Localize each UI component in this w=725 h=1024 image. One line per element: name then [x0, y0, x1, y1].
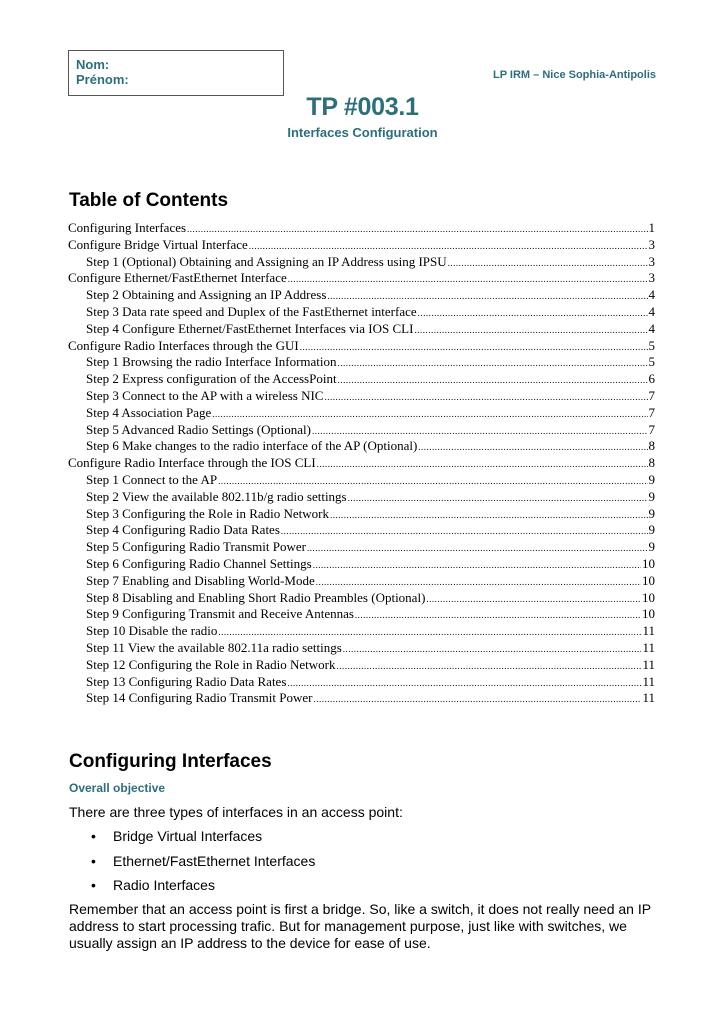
- toc-leader-dots: [418, 305, 648, 321]
- toc-entry-title: Step 1 Connect to the AP: [86, 471, 218, 487]
- toc-entry[interactable]: [68, 590, 655, 607]
- toc-entry-page: 8: [648, 455, 655, 471]
- toc-entry-title: Step 13 Configuring Radio Data Rates: [86, 673, 287, 689]
- toc-leader-dots: [330, 507, 647, 523]
- toc-entry-page: 9: [648, 488, 655, 504]
- toc-entry[interactable]: [68, 539, 655, 556]
- toc-entry[interactable]: [68, 405, 655, 422]
- toc-entry-title: Step 10 Disable the radio: [86, 623, 218, 639]
- toc-entry-page: 9: [648, 471, 655, 487]
- toc-entry[interactable]: [68, 254, 655, 271]
- toc-entry[interactable]: [68, 674, 655, 691]
- toc-entry-title: Step 12 Configuring the Role in Radio Network: [86, 656, 336, 672]
- toc-entry-title: Step 2 Express configuration of the AccessPoint: [86, 371, 337, 387]
- intro-text: There are three types of interfaces in an access point:: [69, 804, 403, 820]
- toc-entry-page: 11: [642, 639, 655, 655]
- toc-leader-dots: [338, 355, 648, 371]
- toc-entry-title: Step 14 Configuring Radio Transmit Power: [86, 690, 313, 706]
- toc-entry[interactable]: [68, 606, 655, 623]
- toc-leader-dots: [288, 271, 648, 287]
- toc-entry[interactable]: [68, 657, 655, 674]
- toc-leader-dots: [355, 607, 641, 623]
- toc-entry[interactable]: [68, 388, 655, 405]
- toc-leader-dots: [212, 406, 647, 422]
- toc-leader-dots: [414, 322, 647, 338]
- toc-leader-dots: [313, 557, 641, 573]
- toc-entry[interactable]: [68, 237, 655, 254]
- toc-entry-page: 11: [642, 673, 655, 689]
- toc-entry-page: 4: [648, 287, 655, 303]
- bullet-icon: •: [91, 877, 96, 894]
- toc-entry-page: 5: [648, 337, 655, 353]
- toc-entry-page: 7: [648, 404, 655, 420]
- toc-leader-dots: [287, 675, 641, 691]
- toc-entry-page: 3: [648, 253, 655, 269]
- toc-heading: Table of Contents: [69, 190, 229, 211]
- list-item: [69, 851, 315, 876]
- toc-entry-title: Step 4 Configure Ethernet/FastEthernet Interfaces via IOS CLI: [86, 320, 414, 336]
- toc-leader-dots: [448, 255, 648, 271]
- document-subtitle: Interfaces Configuration: [287, 125, 438, 140]
- toc-entry[interactable]: [68, 338, 655, 355]
- toc-entry-page: 11: [642, 656, 655, 672]
- organization-label: LP IRM – Nice Sophia-Antipolis: [493, 69, 656, 81]
- toc-entry[interactable]: [68, 573, 655, 590]
- toc-leader-dots: [418, 439, 647, 455]
- toc-entry[interactable]: [68, 472, 655, 489]
- toc-entry[interactable]: [68, 371, 655, 388]
- toc-entry-page: 10: [642, 606, 655, 622]
- toc-entry-title: Step 5 Advanced Radio Settings (Optional): [86, 421, 311, 437]
- toc-leader-dots: [337, 658, 642, 674]
- toc-entry-title: Step 6 Configuring Radio Channel Settings: [86, 555, 312, 571]
- toc-entry-title: Step 5 Configuring Radio Transmit Power: [86, 539, 306, 555]
- toc-entry-page: 5: [648, 354, 655, 370]
- bullet-icon: •: [91, 852, 96, 869]
- toc-entry[interactable]: [68, 522, 655, 539]
- toc-leader-dots: [324, 389, 647, 405]
- prenom-label: Prénom:: [76, 72, 129, 87]
- toc-leader-dots: [338, 372, 648, 388]
- toc-entry[interactable]: [68, 354, 655, 371]
- toc-leader-dots: [187, 221, 647, 237]
- toc-leader-dots: [312, 423, 648, 439]
- toc-entry-title: Configuring Interfaces: [68, 220, 187, 235]
- toc-entry-title: Step 2 View the available 802.11b/g radio settings: [86, 488, 347, 504]
- toc-entry-page: 3: [648, 236, 655, 252]
- toc-entry-title: Step 3 Configuring the Role in Radio Network: [86, 505, 330, 521]
- toc-entry[interactable]: [68, 506, 655, 523]
- table-of-contents: [68, 220, 655, 707]
- toc-entry-page: 3: [648, 270, 655, 286]
- toc-leader-dots: [218, 624, 641, 640]
- toc-entry-title: Configure Radio Interfaces through the GUI: [68, 337, 299, 353]
- toc-entry[interactable]: [68, 287, 655, 304]
- toc-entry-title: Step 1 Browsing the radio Interface Information: [86, 354, 337, 370]
- toc-entry-title: Step 1 (Optional) Obtaining and Assigning an IP Address using IPSU: [86, 253, 447, 269]
- nom-label: Nom:: [76, 57, 110, 72]
- toc-entry-page: 7: [648, 421, 655, 437]
- toc-entry-title: Step 7 Enabling and Disabling World-Mode: [86, 572, 315, 588]
- toc-leader-dots: [249, 238, 648, 254]
- document-title: TP #003.1: [306, 93, 419, 121]
- toc-entry-title: Step 3 Connect to the AP with a wireless NIC: [86, 387, 324, 403]
- toc-leader-dots: [343, 641, 642, 657]
- toc-leader-dots: [348, 490, 648, 506]
- bullet-icon: •: [91, 828, 96, 844]
- toc-leader-dots: [300, 339, 648, 355]
- toc-entry-title: Step 3 Data rate speed and Duplex of the FastEthernet interface: [86, 303, 417, 319]
- toc-entry-title: Step 2 Obtaining and Assigning an IP Address: [86, 287, 327, 303]
- toc-entry-page: 9: [648, 539, 655, 555]
- toc-entry-page: 4: [648, 320, 655, 336]
- toc-entry[interactable]: [68, 556, 655, 573]
- toc-entry[interactable]: [68, 304, 655, 321]
- toc-leader-dots: [316, 574, 641, 590]
- toc-entry[interactable]: [68, 220, 655, 237]
- toc-entry-page: 9: [648, 522, 655, 538]
- toc-entry-title: Step 8 Disabling and Enabling Short Radio Preambles (Optional): [86, 589, 426, 605]
- toc-entry[interactable]: [68, 455, 655, 472]
- toc-entry-page: 4: [648, 303, 655, 319]
- list-item: [69, 875, 315, 900]
- toc-entry-title: Step 11 View the available 802.11a radio settings: [86, 639, 342, 655]
- toc-entry-title: Step 9 Configuring Transmit and Receive Antennas: [86, 606, 354, 622]
- toc-entry[interactable]: [68, 422, 655, 439]
- toc-entry-page: 11: [642, 623, 655, 639]
- toc-entry-title: Configure Radio Interface through the IOS CLI: [68, 455, 316, 471]
- toc-entry-page: 10: [642, 572, 655, 588]
- toc-leader-dots: [426, 591, 641, 607]
- toc-entry-page: 6: [648, 371, 655, 387]
- toc-entry[interactable]: [68, 270, 655, 287]
- toc-entry-page: 7: [648, 387, 655, 403]
- toc-leader-dots: [218, 473, 647, 489]
- interface-types-list: [69, 826, 315, 900]
- body-paragraph: Remember that an access point is first a bridge. So, like a switch, it does not really need an IP address to start processing trafic. But for management purpose, just like with switches, we usually assign an IP address to the device for ease of use.: [69, 901, 651, 951]
- toc-entry-page: 10: [642, 589, 655, 605]
- toc-entry-title: Configure Ethernet/FastEthernet Interface: [68, 270, 287, 286]
- toc-entry-title: Step 4 Configuring Radio Data Rates: [86, 522, 280, 538]
- list-item-text: Bridge Virtual Interfaces: [113, 828, 263, 844]
- toc-entry[interactable]: [68, 640, 655, 657]
- toc-entry-page: 1: [648, 220, 655, 235]
- toc-entry-title: Step 6 Make changes to the radio interface of the AP (Optional): [86, 438, 418, 454]
- toc-entry[interactable]: [68, 438, 655, 455]
- toc-entry-title: Configure Bridge Virtual Interface: [68, 236, 248, 252]
- toc-leader-dots: [327, 288, 647, 304]
- toc-entry-page: 9: [648, 505, 655, 521]
- toc-entry[interactable]: [68, 690, 655, 707]
- toc-entry-page: 10: [642, 555, 655, 571]
- list-item-text: Ethernet/FastEthernet Interfaces: [113, 852, 316, 869]
- list-item: [69, 826, 315, 851]
- student-name-box: [68, 50, 284, 96]
- toc-leader-dots: [317, 456, 648, 472]
- toc-leader-dots: [313, 691, 641, 707]
- toc-leader-dots: [281, 523, 648, 539]
- list-item-text: Radio Interfaces: [113, 877, 215, 894]
- toc-entry-title: Step 4 Association Page: [86, 404, 212, 420]
- objective-label: Overall objective: [69, 781, 166, 795]
- toc-entry-page: 11: [642, 690, 655, 706]
- toc-leader-dots: [307, 540, 648, 556]
- toc-entry[interactable]: [68, 321, 655, 338]
- toc-entry[interactable]: [68, 489, 655, 506]
- toc-entry-page: 8: [648, 438, 655, 454]
- toc-entry[interactable]: [68, 623, 655, 640]
- section-heading: Configuring Interfaces: [69, 751, 272, 772]
